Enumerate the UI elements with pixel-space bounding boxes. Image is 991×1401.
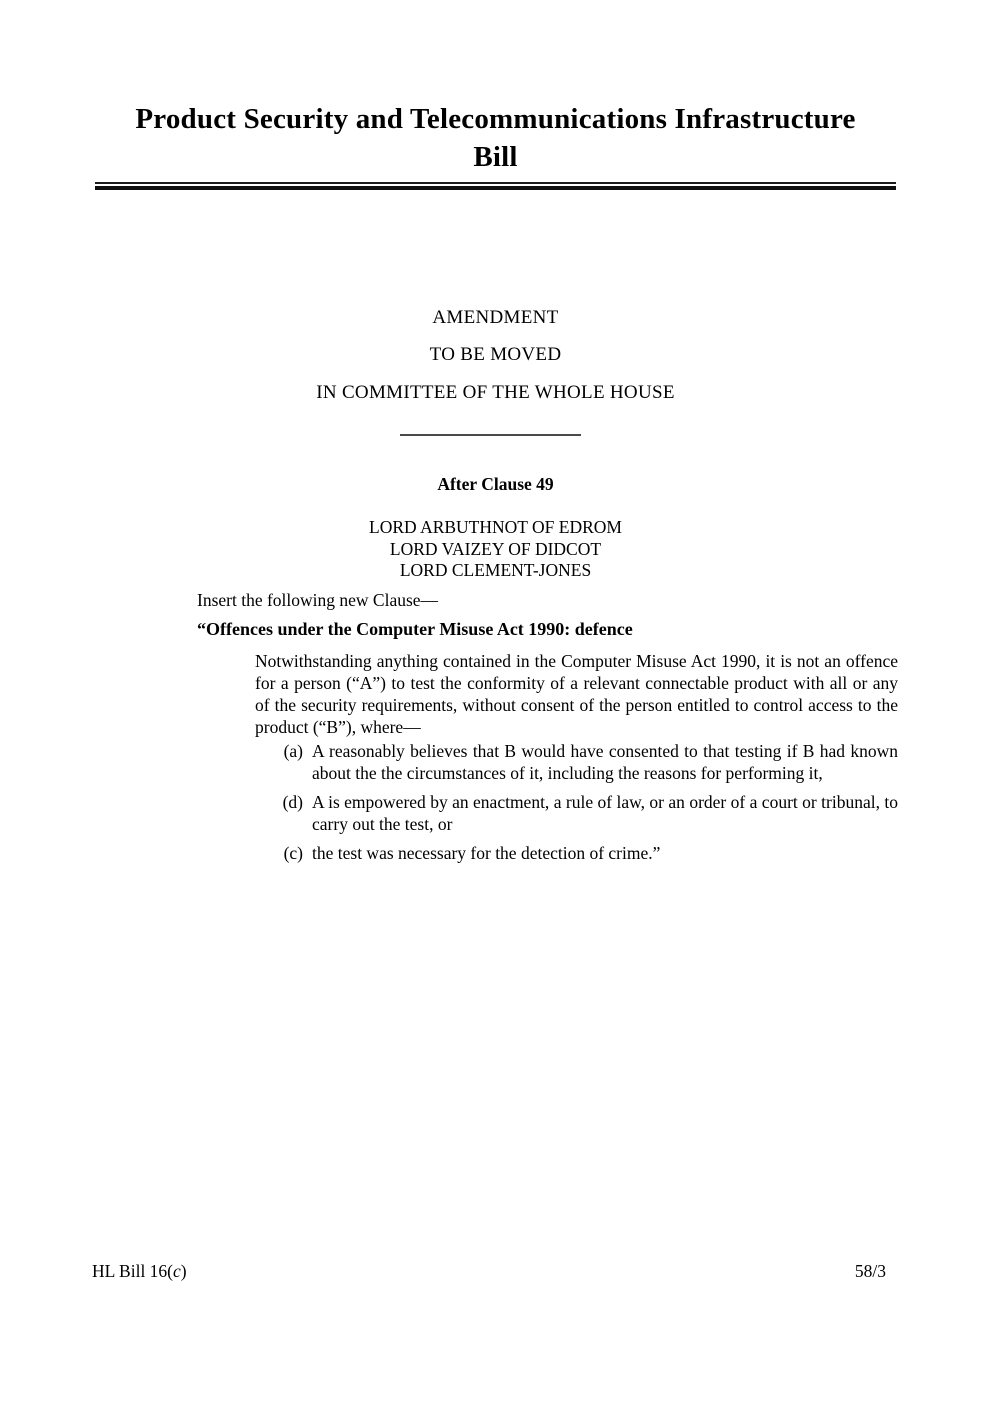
sponsor-name: LORD ARBUTHNOT OF EDROM: [369, 517, 622, 537]
bill-title-line1: Product Security and Telecommunications Infrastructure: [135, 103, 856, 135]
clause-item-label: (c): [283, 843, 303, 863]
bill-title-line2: Bill: [473, 141, 518, 173]
sheet-reference: 58/3: [854, 1261, 886, 1281]
clause-item-text: A reasonably believes that B would have consented to that testing if B had known about the the circumstances of it, including the reasons for performing it,: [312, 741, 898, 783]
new-clause-item-list: [255, 740, 898, 864]
bill-reference-suffix: ): [180, 1261, 187, 1281]
new-clause-body: Notwithstanding anything contained in the Computer Misuse Act 1990, it is not an offence for a person (“A”) to test the conformity of a relevant connectable product with all or any of the security requirements, without consent of the person entitled to control access to the product (“B”), where—: [255, 651, 898, 737]
sponsor-list: [0, 517, 991, 582]
bill-reference-italic: c: [173, 1261, 181, 1281]
heading-amendment: AMENDMENT: [432, 307, 559, 328]
bill-reference-prefix: HL Bill 16(: [92, 1261, 174, 1281]
clause-item-label: (d): [282, 792, 303, 812]
clause-item-label: (a): [283, 741, 303, 761]
new-clause-title: “Offences under the Computer Misuse Act 1990: defence: [197, 619, 633, 639]
amendment-instruction: Insert the following new Clause—: [197, 590, 439, 610]
sponsor-name: LORD VAIZEY OF DIDCOT: [389, 538, 602, 559]
heading-committee: IN COMMITTEE OF THE WHOLE HOUSE: [316, 382, 675, 403]
bill-title: [0, 100, 991, 176]
clause-item-text: A is empowered by an enactment, a rule of law, or an order of a court or tribunal, to carry out the test, or: [312, 792, 898, 834]
title-double-rule: [95, 182, 896, 190]
sponsor-name: LORD CLEMENT-JONES: [399, 560, 592, 580]
clause-item: [255, 842, 898, 864]
amendment-place-heading: After Clause 49: [437, 474, 554, 494]
clause-item: [255, 740, 898, 784]
section-divider-rule: [400, 434, 581, 436]
bill-reference: [92, 1261, 187, 1282]
heading-to-be-moved: TO BE MOVED: [429, 344, 562, 365]
clause-item: [255, 791, 898, 835]
clause-item-text: the test was necessary for the detection of crime.”: [312, 843, 661, 863]
